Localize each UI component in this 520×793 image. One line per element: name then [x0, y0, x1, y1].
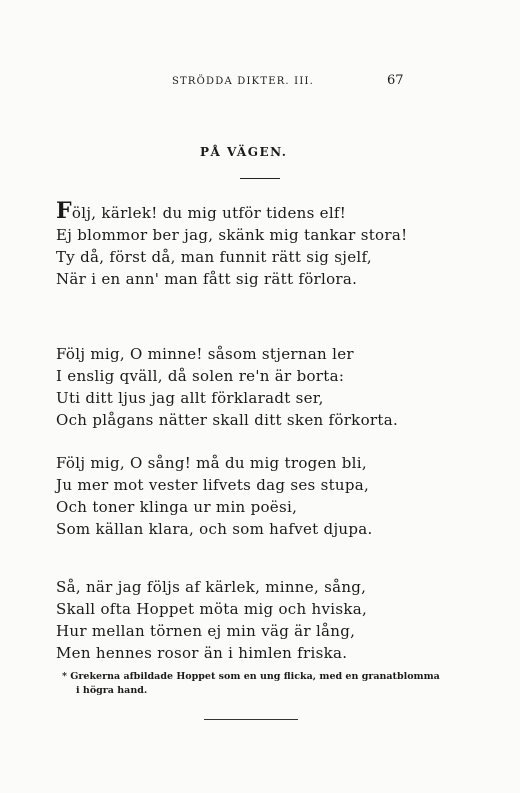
- poem-title: PÅ VÄGEN.: [200, 145, 288, 159]
- verse-line: Och toner klinga ur min poësi,: [56, 498, 298, 516]
- drop-cap: F: [56, 198, 72, 224]
- verse-line: Så, när jag följs af kärlek, minne, sång,: [56, 578, 367, 596]
- verse-line: Följ, kärlek! du mig utför tidens elf!: [56, 198, 347, 224]
- verse-line: Följ mig, O sång! må du mig trogen bli,: [56, 454, 367, 472]
- verse-line: Följ mig, O minne! såsom stjernan ler: [56, 345, 354, 363]
- verse-line: Men hennes rosor än i himlen friska.: [56, 644, 348, 662]
- end-divider: [204, 719, 298, 720]
- stanza-2: [56, 343, 398, 431]
- footnote: [62, 670, 462, 698]
- title-divider: [240, 178, 280, 179]
- verse-line: Uti ditt ljus jag allt förklaradt ser,: [56, 389, 324, 407]
- stanza-1: [56, 198, 408, 290]
- verse-line: När i en ann' man fått sig rätt förlora.: [56, 270, 358, 288]
- running-head: STRÖDDA DIKTER. III.: [172, 76, 315, 87]
- verse-line: I enslig qväll, då solen re'n är borta:: [56, 367, 345, 385]
- verse-line: Och plågans nätter skall ditt sken förkorta.: [56, 411, 399, 429]
- footnote-line: i högra hand.: [76, 685, 148, 696]
- verse-line: Ju mer mot vester lifvets dag ses stupa,: [56, 476, 370, 494]
- verse-line: Ej blommor ber jag, skänk mig tankar stora!: [56, 226, 408, 244]
- verse-line: Som källan klara, och som hafvet djupa.: [56, 520, 373, 538]
- verse-line: Skall ofta Hoppet möta mig och hviska,: [56, 600, 368, 618]
- verse-line: Ty då, först då, man funnit rätt sig sjelf,: [56, 248, 372, 266]
- stanza-4: [56, 576, 367, 664]
- footnote-line: * Grekerna afbildade Hoppet som en ung flicka, med en granatblomma: [62, 671, 440, 682]
- verse-line: Hur mellan törnen ej min väg är lång,: [56, 622, 356, 640]
- stanza-3: [56, 452, 373, 540]
- page-number: 67: [387, 73, 404, 88]
